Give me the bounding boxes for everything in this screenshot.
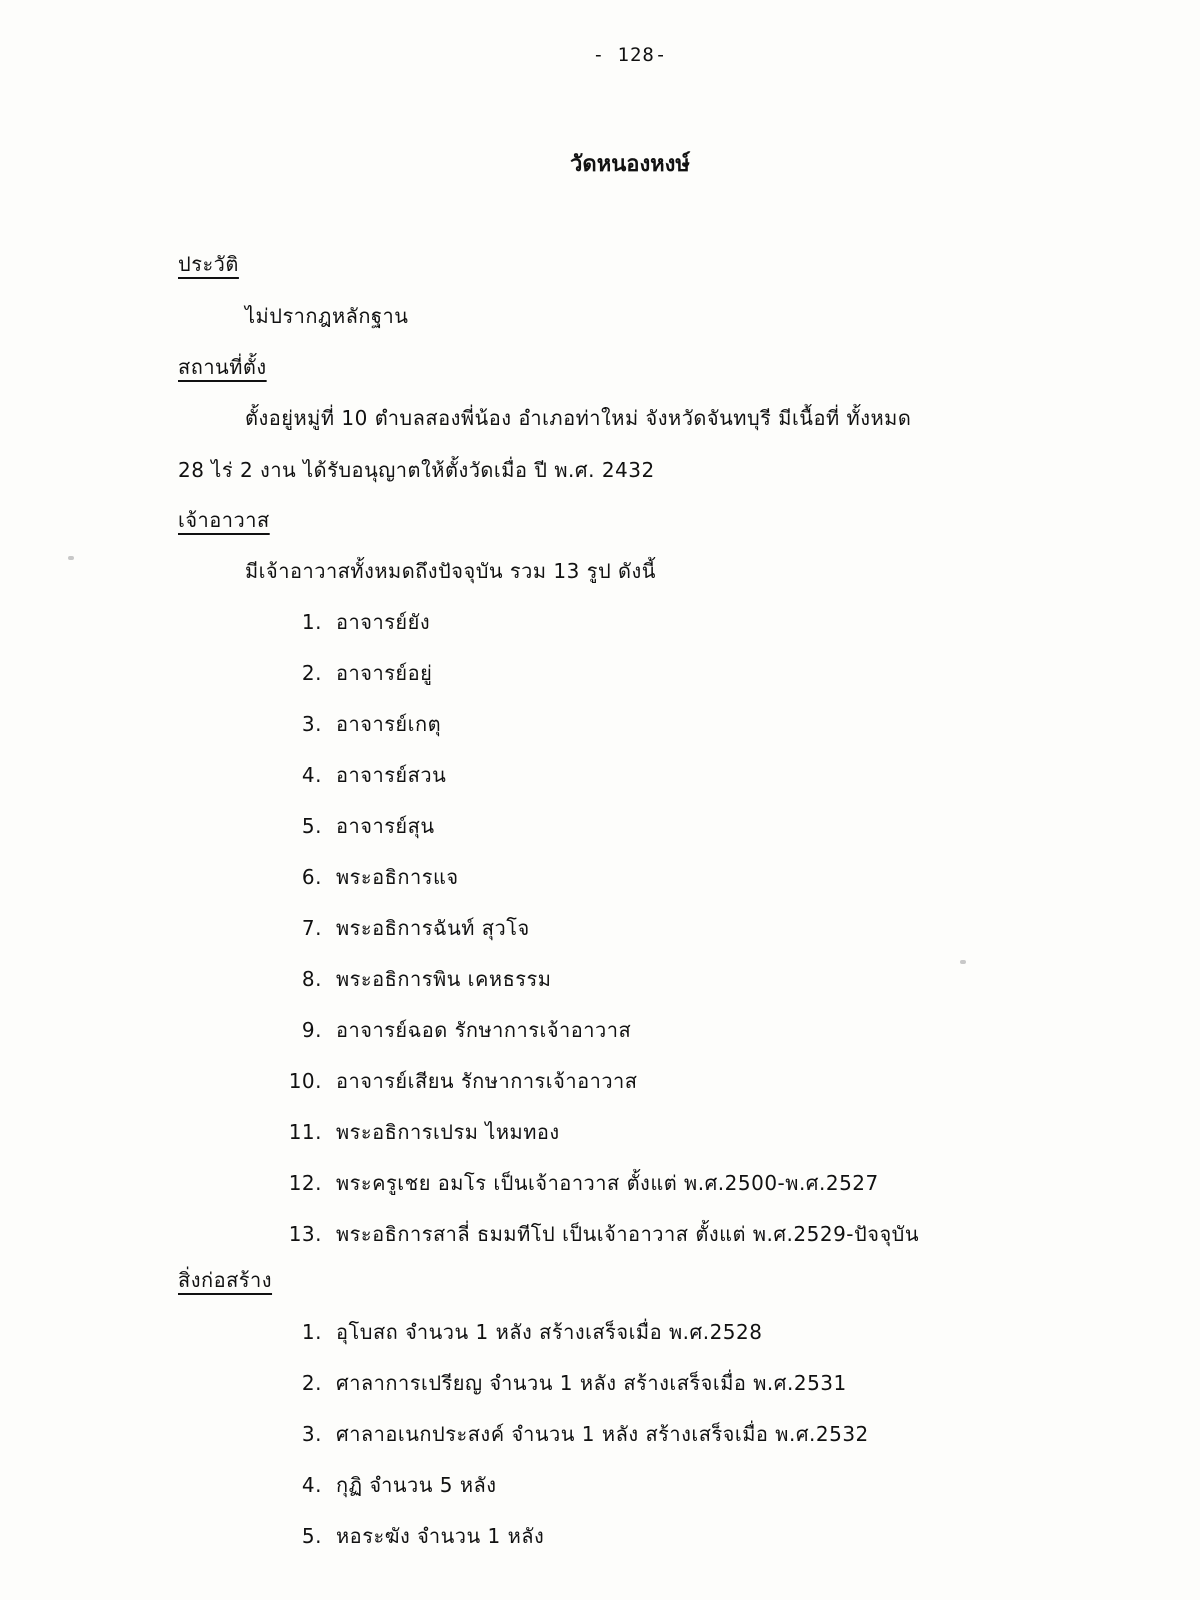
buildings-heading: สิ่งก่อสร้าง xyxy=(178,1268,273,1292)
scan-speck xyxy=(68,556,74,560)
abbot-item-text: พระอธิการเปรม ไหมทอง xyxy=(336,1120,560,1144)
abbot-item-number: 1. xyxy=(301,610,322,634)
building-item xyxy=(270,1469,497,1501)
abbot-item-text: อาจารย์เกตุ xyxy=(336,712,442,736)
building-item xyxy=(270,1316,762,1348)
abbot-item-text: พระอธิการสาลี่ ธมมทีโป เป็นเจ้าอาวาส ตั้งแต่ พ.ศ.2529-ปัจจุบัน xyxy=(336,1222,920,1246)
building-item xyxy=(270,1418,869,1450)
abbot-item-number: 8. xyxy=(301,967,322,991)
building-item-text: ศาลาอเนกประสงค์ จำนวน 1 หลัง สร้างเสร็จเมื่อ พ.ศ.2532 xyxy=(336,1422,869,1446)
abbot-item-text: พระอธิการแจ xyxy=(336,865,459,889)
building-item-text: อุโบสถ จำนวน 1 หลัง สร้างเสร็จเมื่อ พ.ศ.2528 xyxy=(336,1320,763,1344)
building-item-number: 4. xyxy=(301,1473,322,1497)
abbot-item-number: 2. xyxy=(301,661,322,685)
scan-speck xyxy=(960,960,966,964)
abbot-item-number: 6. xyxy=(301,865,322,889)
abbot-item xyxy=(270,912,530,944)
abbot-item xyxy=(270,708,441,740)
abbot-item xyxy=(270,1167,879,1199)
abbot-item xyxy=(270,657,432,689)
abbot-item-number: 13. xyxy=(288,1222,322,1246)
abbot-item-text: อาจารย์ยัง xyxy=(336,610,431,634)
building-item xyxy=(270,1367,847,1399)
abbot-item-text: อาจารย์ฉอด รักษาการเจ้าอาวาส xyxy=(336,1018,632,1042)
page-number: - 128- xyxy=(592,44,668,66)
abbots-heading: เจ้าอาวาส xyxy=(178,508,270,532)
abbot-item-number: 11. xyxy=(288,1120,322,1144)
building-item-text: ศาลาการเปรียญ จำนวน 1 หลัง สร้างเสร็จเมื่อ พ.ศ.2531 xyxy=(336,1371,847,1395)
abbot-item-text: อาจารย์สุน xyxy=(336,814,435,838)
abbot-item xyxy=(270,606,430,638)
abbot-item xyxy=(270,1218,919,1250)
building-item xyxy=(270,1520,544,1552)
abbot-item-number: 12. xyxy=(288,1171,322,1195)
abbot-item-text: อาจารย์เสียน รักษาการเจ้าอาวาส xyxy=(336,1069,638,1093)
building-item-text: หอระฆัง จำนวน 1 หลัง xyxy=(336,1524,545,1548)
abbot-item-number: 3. xyxy=(301,712,322,736)
abbots-intro: มีเจ้าอาวาสทั้งหมดถึงปัจจุบัน รวม 13 รูป ดังนี้ xyxy=(245,559,656,583)
abbot-item xyxy=(270,861,459,893)
history-heading: ประวัติ xyxy=(178,252,239,276)
abbot-item xyxy=(270,963,551,995)
abbot-item-number: 5. xyxy=(301,814,322,838)
abbot-item-text: อาจารย์สวน xyxy=(336,763,447,787)
building-item-number: 2. xyxy=(301,1371,322,1395)
location-line-2: 28 ไร่ 2 งาน ได้รับอนุญาตให้ตั้งวัดเมื่อ ปี พ.ศ. 2432 xyxy=(178,458,655,482)
building-item-text: กุฏิ จำนวน 5 หลัง xyxy=(336,1473,497,1497)
abbot-item-number: 9. xyxy=(301,1018,322,1042)
location-line-1: ตั้งอยู่หมู่ที่ 10 ตำบลสองพี่น้อง อำเภอท่าใหม่ จังหวัดจันทบุรี มีเนื้อที่ ทั้งหมด xyxy=(245,406,912,430)
abbot-item xyxy=(270,1065,638,1097)
building-item-number: 1. xyxy=(301,1320,322,1344)
abbot-item xyxy=(270,1116,560,1148)
abbot-item-text: อาจารย์อยู่ xyxy=(336,661,433,685)
abbot-item xyxy=(270,759,446,791)
abbot-item-number: 4. xyxy=(301,763,322,787)
abbot-item xyxy=(270,1014,631,1046)
building-item-number: 5. xyxy=(301,1524,322,1548)
building-item-number: 3. xyxy=(301,1422,322,1446)
abbot-item xyxy=(270,810,435,842)
history-text: ไม่ปรากฎหลักฐาน xyxy=(245,304,409,328)
abbot-item-text: พระอธิการฉันท์ สุวโจ xyxy=(336,916,530,940)
location-heading: สถานที่ตั้ง xyxy=(178,355,267,379)
abbot-item-number: 7. xyxy=(301,916,322,940)
page-title: วัดหนองหงษ์ xyxy=(570,152,690,177)
abbot-item-text: พระอธิการพิน เคหธรรม xyxy=(336,967,552,991)
abbot-item-number: 10. xyxy=(288,1069,322,1093)
abbot-item-text: พระครูเชย อมโร เป็นเจ้าอาวาส ตั้งแต่ พ.ศ.2500-พ.ศ.2527 xyxy=(336,1171,879,1195)
